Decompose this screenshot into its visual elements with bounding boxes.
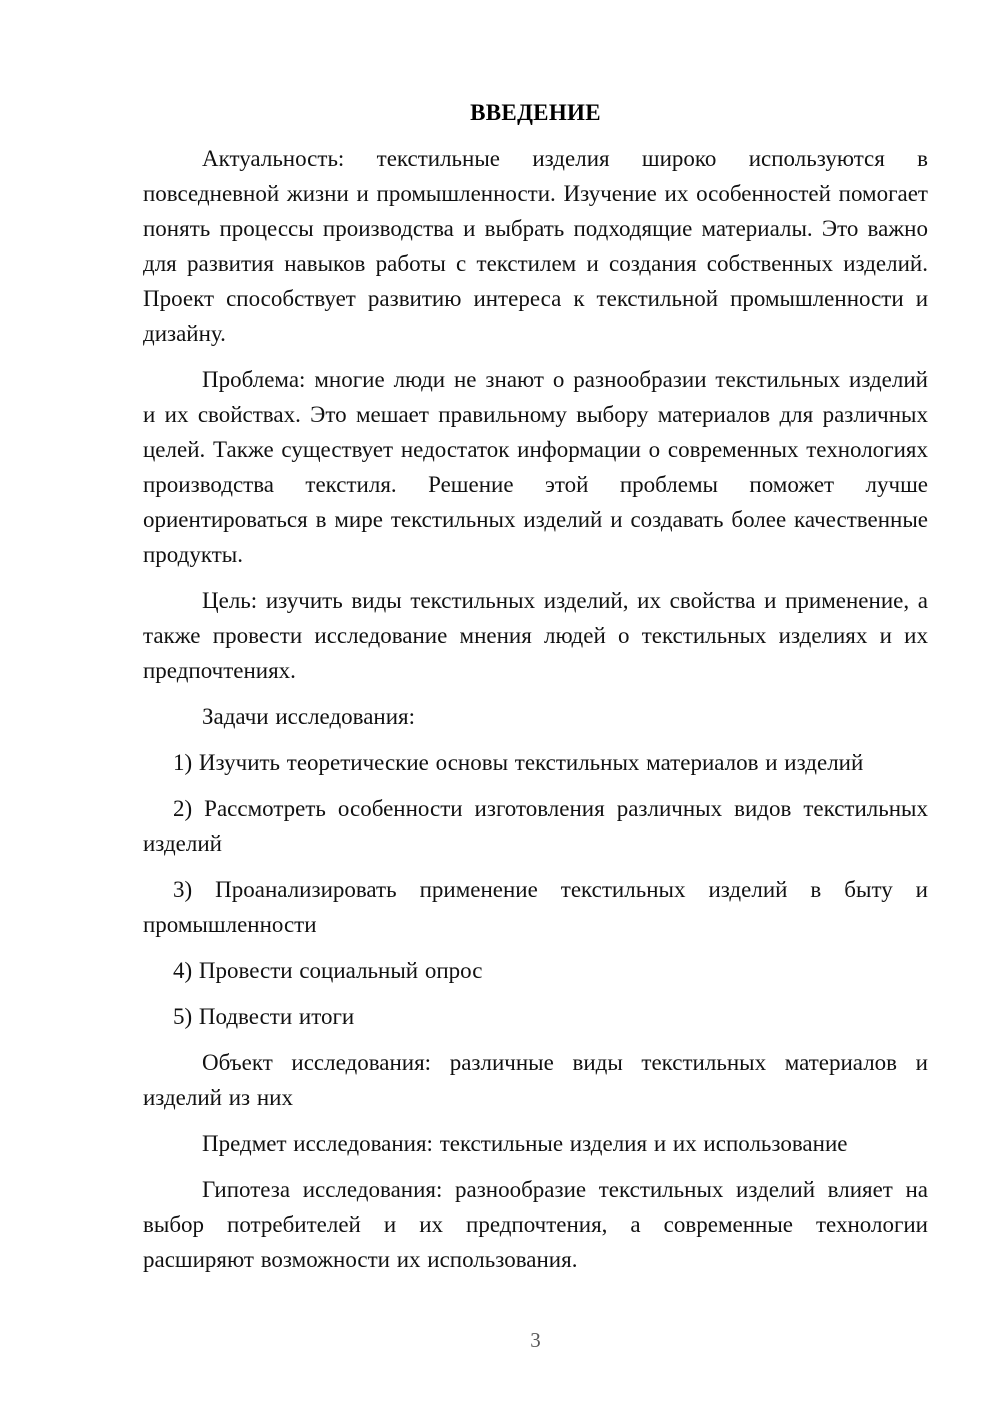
- paragraph-subject: Предмет исследования: текстильные изделия и их использование: [202, 1131, 848, 1156]
- list-item-task-4: 4) Провести социальный опрос: [173, 958, 483, 983]
- paragraph-object: Объект исследования: различные виды текстильных материалов и изделий из них: [143, 1050, 928, 1110]
- page-content: [143, 95, 928, 1288]
- list-item-task-3: 3) Проанализировать применение текстильных изделий в быту и промышленности: [143, 877, 928, 937]
- section-title: ВВЕДЕНИЕ: [470, 100, 601, 125]
- paragraph-tasks-heading: Задачи исследования:: [202, 704, 416, 729]
- page-number: 3: [530, 1328, 541, 1352]
- list-item-task-5: 5) Подвести итоги: [173, 1004, 355, 1029]
- list-item-task-2: 2) Рассмотреть особенности изготовления различных видов текстильных изделий: [143, 796, 928, 856]
- paragraph-problem: Проблема: многие люди не знают о разнообразии текстильных изделий и их свойствах. Это мешает правильному выбору материалов для различных целей. Также существует недостаток информации о современных технологиях производства текстиля. Решение этой проблемы поможет лучше ориентироваться в мире текстильных изделий и создавать более качественные продукты.: [143, 367, 928, 567]
- paragraph-hypothesis: Гипотеза исследования: разнообразие текстильных изделий влияет на выбор потребителей и их предпочтения, а современные технологии расширяют возможности их использования.: [143, 1177, 928, 1272]
- paragraph-goal: Цель: изучить виды текстильных изделий, их свойства и применение, а также провести исследование мнения людей о текстильных изделиях и их предпочтениях.: [143, 588, 928, 683]
- paragraph-relevance: Актуальность: текстильные изделия широко используются в повседневной жизни и промышленности. Изучение их особенностей помогает понять процессы производства и выбрать подходящие материалы. Это важно для развития навыков работы с текстилем и создания собственных изделий. Проект способствует развитию интереса к текстильной промышленности и дизайну.: [143, 146, 928, 346]
- list-item-task-1: 1) Изучить теоретические основы текстильных материалов и изделий: [173, 750, 864, 775]
